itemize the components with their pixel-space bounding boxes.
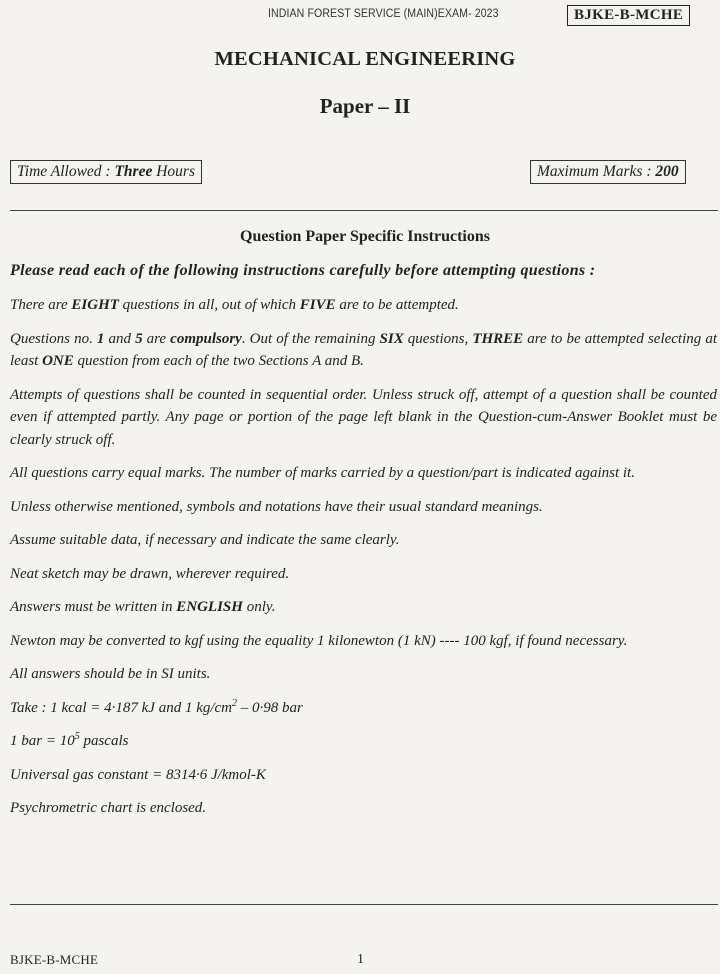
- instruction-superscript: 5: [74, 731, 80, 742]
- instruction-text: are to be attempted selecting at least: [10, 330, 718, 369]
- instructions-heading: Question Paper Specific Instructions: [240, 228, 490, 245]
- instruction-item: [10, 462, 717, 485]
- instruction-text: Newton may be converted to kgf using the equality 1 kilonewton (1 kN) ---- 100 kgf, if found necessary.: [10, 632, 628, 649]
- paper-title: MECHANICAL ENGINEERING: [214, 48, 516, 70]
- maximum-marks-value: 200: [655, 163, 679, 180]
- instruction-item: [10, 797, 717, 820]
- instruction-text: Attempts of questions shall be counted in sequential order. Unless struck off, attempt of a question shall be counted even if attempted partly. Any page or portion of the page left blank in the Question-cum-Answer Booklet must be clearly struck off.: [10, 386, 717, 448]
- instruction-text: . Out of the remaining: [241, 330, 380, 347]
- instruction-emphasis: 1: [96, 330, 105, 347]
- instruction-item: [10, 596, 717, 619]
- maximum-marks-box: [530, 160, 686, 184]
- instruction-text: are: [142, 330, 171, 347]
- instruction-emphasis: EIGHT: [71, 297, 119, 313]
- instruction-text: and: [104, 330, 136, 347]
- instruction-item: [10, 496, 717, 519]
- instruction-emphasis: compulsory: [170, 330, 242, 347]
- instruction-text: questions,: [403, 330, 473, 347]
- time-allowed-box: [10, 160, 202, 184]
- paper-subtitle: Paper – II: [319, 94, 411, 118]
- instructions-lead: Please read each of the following instructions carefully before attempting questions :: [10, 262, 596, 279]
- instruction-text: Take : 1 kcal = 4·187 kJ and 1 kg/cm: [10, 699, 233, 716]
- instruction-text: Universal gas constant = 8314·6 J/kmol-K: [10, 766, 266, 783]
- time-allowed-label: Time Allowed :: [17, 163, 115, 180]
- page-number: 1: [357, 952, 364, 967]
- instruction-text: are to be attempted.: [335, 297, 459, 313]
- instruction-emphasis: 5: [135, 330, 143, 347]
- instructions-content: [10, 259, 717, 831]
- instruction-item: [10, 529, 717, 552]
- footer-paper-code: BJKE-B-MCHE: [10, 952, 99, 967]
- instruction-item: [10, 764, 717, 787]
- instruction-emphasis: ONE: [42, 353, 74, 369]
- instruction-item: [10, 563, 717, 586]
- instruction-text: 1 bar = 10: [10, 733, 75, 749]
- instruction-emphasis: THREE: [472, 330, 524, 347]
- instruction-item: [10, 328, 717, 373]
- instruction-item: [10, 730, 717, 753]
- instruction-text: question from each of the two Sections A and B.: [73, 353, 364, 369]
- instruction-text: Unless otherwise mentioned, symbols and notations have their usual standard meanings.: [10, 498, 543, 515]
- instruction-text: Neat sketch may be drawn, wherever required.: [10, 565, 290, 582]
- instruction-item: [10, 697, 717, 720]
- maximum-marks-label: Maximum Marks :: [537, 163, 656, 180]
- instruction-emphasis: SIX: [379, 330, 404, 347]
- instruction-superscript: 2: [232, 697, 238, 709]
- exam-header-line: INDIAN FOREST SERVICE (MAIN)EXAM- 2023: [268, 8, 499, 20]
- instruction-text: All answers should be in SI units.: [10, 666, 211, 682]
- paper-code-box: BJKE-B-MCHE: [567, 5, 690, 26]
- instruction-text: only.: [242, 599, 276, 615]
- top-divider: [10, 210, 718, 211]
- time-allowed-unit: Hours: [152, 163, 195, 180]
- instruction-emphasis: ENGLISH: [176, 599, 243, 615]
- instruction-item: [10, 630, 717, 653]
- instruction-text: There are: [10, 297, 72, 313]
- instruction-text: questions in all, out of which: [118, 297, 300, 313]
- instruction-item: [10, 384, 717, 452]
- instruction-text: – 0·98 bar: [237, 699, 303, 716]
- instruction-text: Questions no.: [10, 330, 97, 347]
- time-allowed-value: Three: [114, 163, 153, 180]
- instruction-text: Assume suitable data, if necessary and indicate the same clearly.: [10, 532, 400, 548]
- instruction-text: All questions carry equal marks. The number of marks carried by a question/part is indicated against it.: [10, 465, 635, 481]
- instruction-text: Answers must be written in: [10, 599, 177, 615]
- instruction-emphasis: FIVE: [299, 297, 336, 313]
- instruction-item: [10, 663, 717, 686]
- instruction-text: Psychrometric chart is enclosed.: [10, 800, 207, 816]
- instructions-list: [10, 294, 717, 820]
- instruction-text: pascals: [79, 733, 129, 749]
- instruction-item: [10, 294, 717, 317]
- bottom-divider: [10, 904, 718, 905]
